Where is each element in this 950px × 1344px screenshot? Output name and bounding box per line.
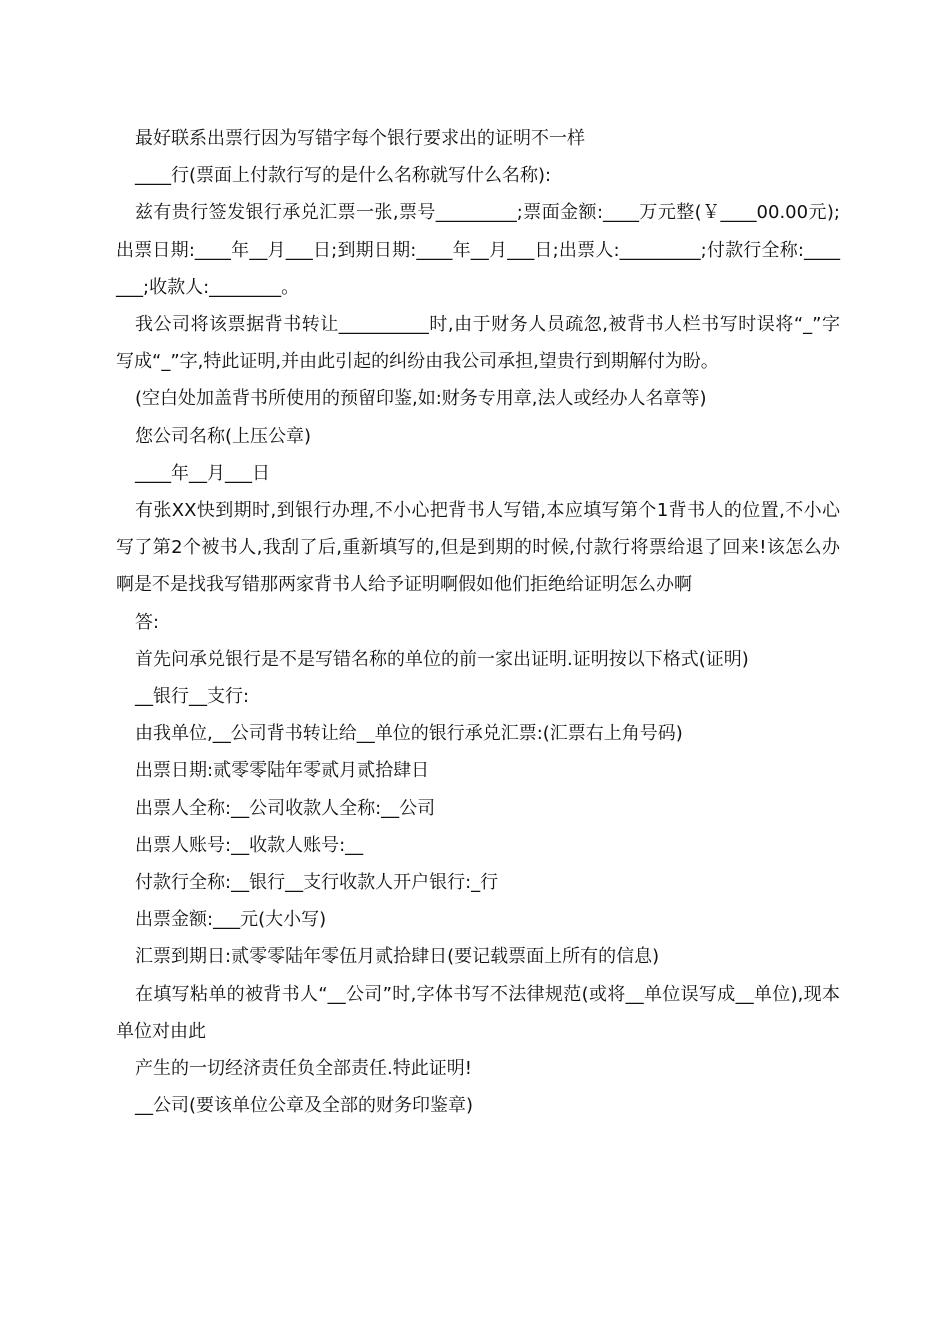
paragraph-signature: __公司(要该单位公章及全部的财务印鉴章) <box>135 1095 474 1117</box>
paragraph-issue-date: 出票日期:贰零零陆年零贰月贰拾肆日 <box>135 760 430 782</box>
paragraph-amount: 出票金额:___元(大小写) <box>135 909 327 931</box>
paragraph-date: ____年__月___日 <box>135 462 270 484</box>
paragraph-seal-note: (空白处加盖背书所使用的预留印鉴,如:财务专用章,法人或经办人名章等) <box>135 388 707 410</box>
paragraph-due-date: 汇票到期日:贰零零陆年零伍月贰拾肆日(要记载票面上所有的信息) <box>135 946 660 968</box>
paragraph-paying-bank: 付款行全称:__银行__支行收款人开户银行:_行 <box>135 872 499 894</box>
paragraph-answer-label: 答: <box>135 611 160 633</box>
paragraph-accounts: 出票人账号:__收款人账号:__ <box>135 834 364 856</box>
paragraph-answer-intro: 首先问承兑银行是不是写错名称的单位的前一家出证明.证明按以下格式(证明) <box>135 648 749 670</box>
paragraph-statement: 我公司将该票据背书转让__________时,由于财务人员疏忽,被背书人栏书写时误将“_”字写成“_”字,特此证明,并由此引起的纠纷由我公司承担,望贵行到期解付为盼。 <box>116 314 840 373</box>
paragraph-liability: 产生的一切经济责任负全部责任.特此证明! <box>135 1058 472 1080</box>
paragraph-endorsement-error: 在填写粘单的被背书人“__公司”时,字体书写不法律规范(或将__单位误写成__单位),现本单位对由此 <box>116 983 840 1042</box>
paragraph-company-name: 您公司名称(上压公章) <box>135 425 312 447</box>
paragraph-question: 有张XX快到期时,到银行办理,不小心把背书人写错,本应填写第个1背书人的位置,不小心写了第2个被书人,我刮了后,重新填写的,但是到期的时候,付款行将票给退了回来!该怎么办啊是不是找我写错那两家背书人给予证明啊假如他们拒绝给证明怎么办啊 <box>116 500 840 596</box>
paragraph-names: 出票人全称:__公司收款人全称:__公司 <box>135 797 436 819</box>
paragraph-intro: 最好联系出票行因为写错字每个银行要求出的证明不一样 <box>135 128 585 149</box>
document-page <box>116 0 840 1344</box>
paragraph-bank-branch: __银行__支行: <box>135 686 250 708</box>
paragraph-transfer: 由我单位,__公司背书转让给__单位的银行承兑汇票:(汇票右上角号码) <box>135 723 683 745</box>
paragraph-bank-address: ____行(票面上付款行写的是什么名称就写什么名称): <box>135 165 552 187</box>
top-margin <box>116 0 840 120</box>
paragraph-bill-details: 兹有贵行签发银行承兑汇票一张,票号_________;票面金额:____万元整(￥____00.00元);出票日期:____年__月___日;到期日期:____年__月___日;出票人:_________;付款行全称:_______;收款人:________。 <box>116 202 840 298</box>
